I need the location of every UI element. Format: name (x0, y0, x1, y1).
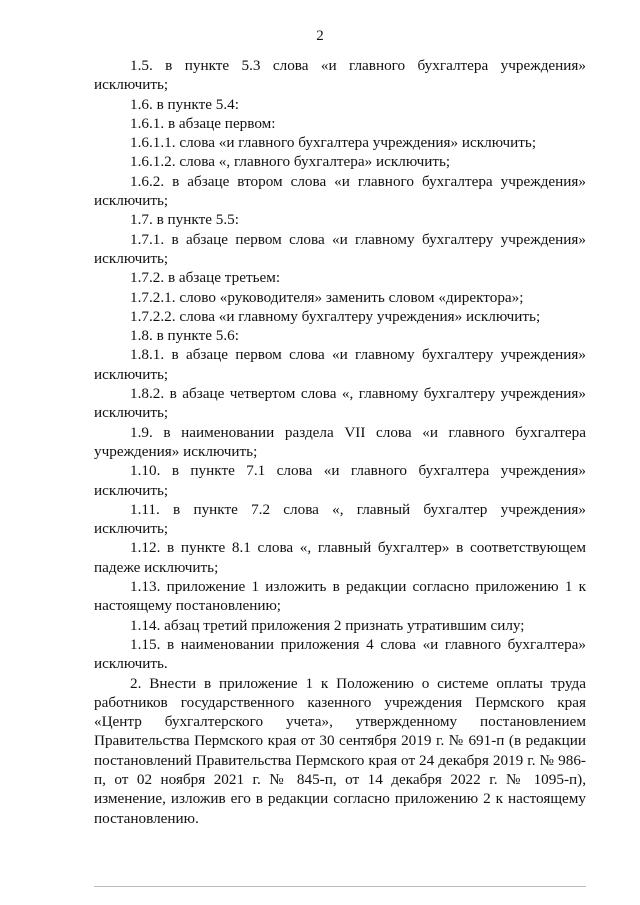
paragraph: 1.6.1.2. слова «, главного бухгалтера» исключить; (130, 153, 451, 171)
paragraph: 1.5. в пункте 5.3 слова «и главного бухгалтера учреждения» исключить; (94, 57, 586, 94)
paragraph: 1.11. в пункте 7.2 слова «, главный бухгалтер учреждения» исключить; (94, 500, 586, 538)
paragraph: 1.8.2. в абзаце четвертом слова «, главному бухгалтеру учреждения» исключить; (94, 385, 586, 422)
paragraph: 1.6.1. в абзаце первом: (130, 114, 276, 132)
paragraph: 1.7.2.1. слово «руководителя» заменить словом «директора»; (130, 288, 524, 306)
paragraph: 1.8. в пункте 5.6: (130, 327, 239, 345)
paragraph: 1.6.1.1. слова «и главного бухгалтера учреждения» исключить; (130, 134, 537, 152)
paragraph: 1.10. в пункте 7.1 слова «и главного бухгалтера учреждения» исключить; (94, 462, 586, 499)
paragraph: 1.7.2. в абзаце третьем: (130, 269, 281, 287)
paragraph: 1.12. в пункте 8.1 слова «, главный бухгалтер» в соответствующем падеже исключить; (94, 539, 586, 576)
paragraph: 1.14. абзац третий приложения 2 признать утратившим силу; (130, 616, 525, 634)
page-bottom-rule (94, 886, 586, 887)
paragraph: 1.15. в наименовании приложения 4 слова «и главного бухгалтера» исключить. (94, 635, 586, 673)
paragraph: 1.7. в пункте 5.5: (130, 211, 239, 229)
paragraph: 1.6.2. в абзаце втором слова «и главного бухгалтера учреждения» исключить; (94, 172, 586, 210)
document-body (94, 56, 586, 828)
paragraph: 1.6. в пункте 5.4: (130, 95, 239, 113)
page-number: 2 (316, 28, 324, 44)
paragraph: 1.7.1. в абзаце первом слова «и главному бухгалтеру учреждения» исключить; (94, 230, 586, 267)
paragraph: 1.13. приложение 1 изложить в редакции согласно приложению 1 к настоящему постановлению; (94, 578, 586, 615)
paragraph: 2. Внести в приложение 1 к Положению о системе оплаты труда работников государственного казенного учреждения Пермского края «Центр бухгалтерского учета», утвержденному постановлением Правительства Пермского края от 30 сентября 2019 г. № 691-п (в редакции постановлений Правительства Пермского края от 24 декабря 2019 г. № 986-п, от 02 ноября 2021 г. № 845-п, от 14 декабря 2022 г. № 1095-п), изменение, изложив его в редакции согласно приложению 2 к настоящему постановлению. (94, 674, 586, 827)
paragraph: 1.7.2.2. слова «и главному бухгалтеру учреждения» исключить; (130, 307, 541, 325)
paragraph: 1.8.1. в абзаце первом слова «и главному бухгалтеру учреждения» исключить; (94, 346, 586, 383)
paragraph: 1.9. в наименовании раздела VII слова «и главного бухгалтера учреждения» исключить; (94, 423, 586, 460)
